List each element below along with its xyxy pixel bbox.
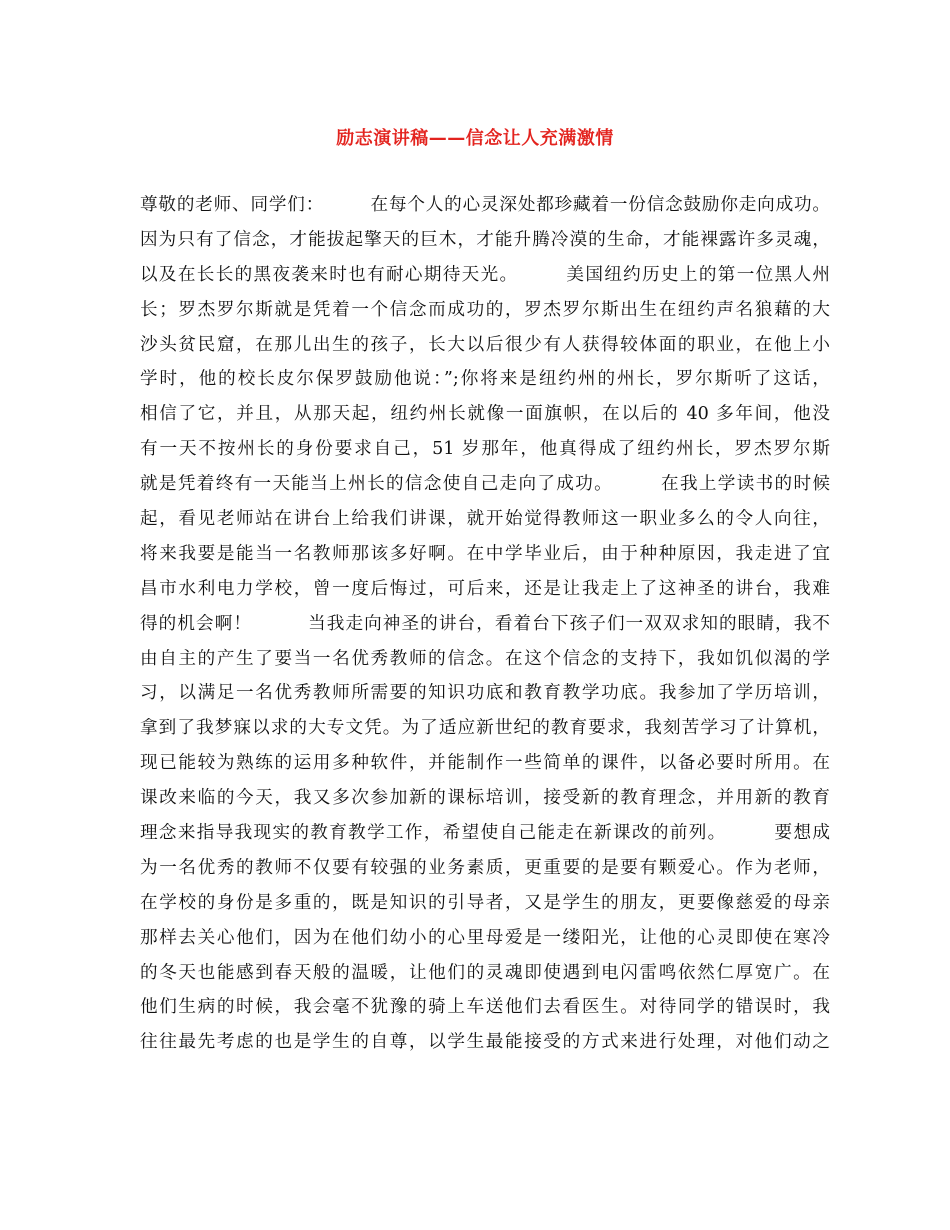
body-text-line: 长；罗杰罗尔斯就是凭着一个信念而成功的，罗杰罗尔斯出生在纽约声名狼藉的大: [140, 299, 830, 320]
body-text-line: 理念来指导我现实的教育教学工作，希望使自己能走在新课改的前列。 要想成: [140, 823, 830, 844]
document-body: [140, 188, 830, 1060]
body-text-line: 课改来临的今天，我又多次参加新的课标培训，接受新的教育理念，并用新的教育: [140, 788, 830, 809]
body-text-line: 以及在长长的黑夜袭来时也有耐心期待天光。 美国纽约历史上的第一位黑人州: [140, 264, 830, 285]
body-text-line: 在学校的身份是多重的，既是知识的引导者，又是学生的朋友，更要像慈爱的母亲: [140, 892, 830, 913]
body-text-line: 为一名优秀的教师不仅要有较强的业务素质，更重要的是要有颗爱心。作为老师，: [140, 857, 830, 878]
body-text-line: 昌市水利电力学校，曾一度后悔过，可后来，还是让我走上了这神圣的讲台，我难: [140, 578, 830, 599]
body-text-line: 因为只有了信念，才能拔起擎天的巨木，才能升腾冷漠的生命，才能裸露许多灵魂，: [140, 229, 830, 250]
body-text-line: 他们生病的时候，我会毫不犹豫的骑上车送他们去看医生。对待同学的错误时，我: [140, 997, 830, 1018]
body-text-line: 现已能较为熟练的运用多种软件，并能制作一些简单的课件，以备必要时所用。在: [140, 753, 830, 774]
body-text-line: 将来我要是能当一名教师那该多好啊。在中学毕业后，由于种种原因，我走进了宜: [140, 543, 830, 564]
body-text-line: 就是凭着终有一天能当上州长的信念使自己走向了成功。 在我上学读书的时候: [140, 474, 830, 495]
body-text-line: 有一天不按州长的身份要求自己，51 岁那年，他真得成了纽约州长，罗杰罗尔斯: [140, 439, 830, 460]
body-text-line: 那样去关心他们，因为在他们幼小的心里母爱是一缕阳光，让他的心灵即使在寒冷: [140, 927, 830, 948]
body-text-line: 沙头贫民窟，在那儿出生的孩子，长大以后很少有人获得较体面的职业，在他上小: [140, 334, 830, 355]
body-text-line: 相信了它，并且，从那天起，纽约州长就像一面旗帜，在以后的 40 多年间，他没: [140, 404, 830, 425]
body-text-line: 得的机会啊！ 当我走向神圣的讲台，看着台下孩子们一双双求知的眼睛，我不: [140, 613, 830, 634]
body-text-line: 的冬天也能感到春天般的温暖，让他们的灵魂即使遇到电闪雷鸣依然仁厚宽广。在: [140, 962, 830, 983]
body-text-line: 学时，他的校长皮尔保罗鼓励他说：”;你将来是纽约州的州长，罗尔斯听了这话，: [140, 369, 830, 390]
body-text-line: 习，以满足一名优秀教师所需要的知识功底和教育教学功底。我参加了学历培训，: [140, 683, 830, 704]
body-text-line: 拿到了我梦寐以求的大专文凭。为了适应新世纪的教育要求，我刻苦学习了计算机，: [140, 718, 830, 739]
body-text-line: 由自主的产生了要当一名优秀教师的信念。在这个信念的支持下，我如饥似渴的学: [140, 648, 830, 669]
body-text-line: 尊敬的老师、同学们： 在每个人的心灵深处都珍藏着一份信念鼓励你走向成功。: [140, 195, 830, 215]
document-title: 励志演讲稿——信念让人充满激情: [336, 128, 614, 149]
body-text-line: 往往最先考虑的也是学生的自尊，以学生最能接受的方式来进行处理，对他们动之: [140, 1032, 830, 1053]
body-text-line: 起，看见老师站在讲台上给我们讲课，就开始觉得教师这一职业多么的令人向往，: [140, 509, 830, 530]
